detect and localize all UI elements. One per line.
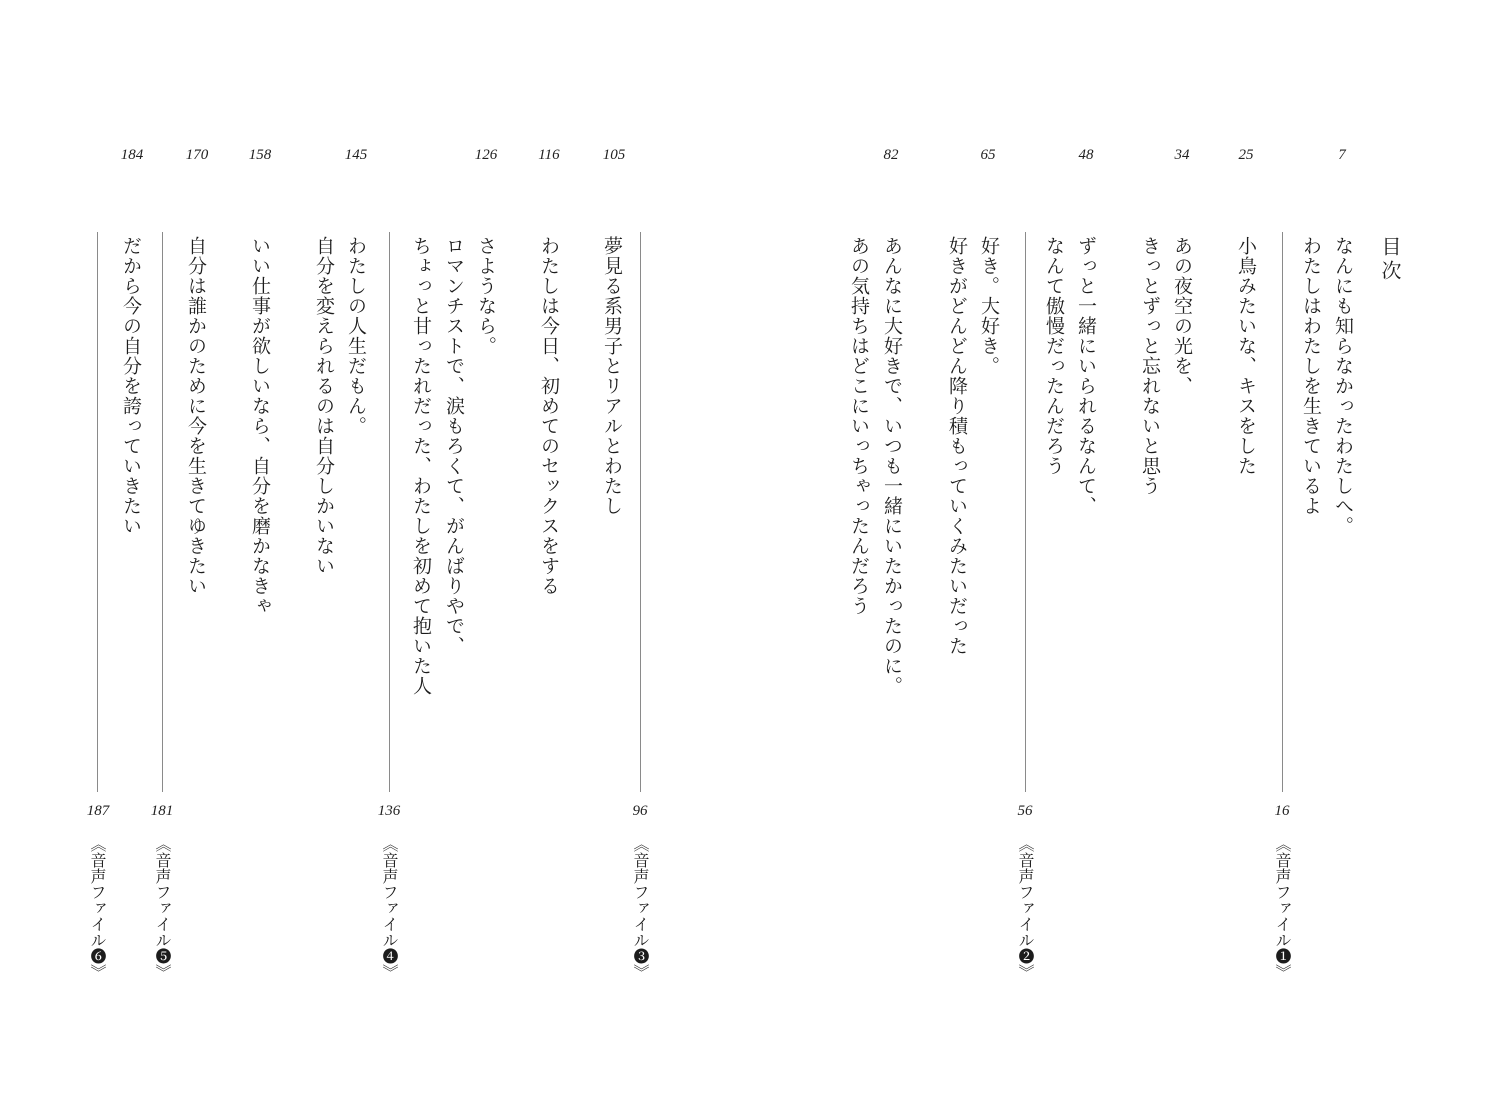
chapter-6-title-line-1[interactable]: あんなに大好きで、いつも一緒にいたかったのに。	[881, 236, 903, 696]
chapter-13-page-number[interactable]: 184	[120, 147, 144, 163]
audio-3-page-number[interactable]: 96	[632, 803, 648, 819]
chapter-6-title-line-2[interactable]: あの気持ちはどこにいっちゃったんだろう	[848, 236, 870, 616]
section-5-rule	[162, 232, 163, 792]
chapter-5-title-line-2[interactable]: 好きがどんどん降り積もっていくみたいだった	[946, 236, 968, 656]
chapter-5-title-line-1[interactable]: 好き。大好き。	[978, 236, 1000, 376]
audio-file-1-label[interactable]: 《音声ファイル❶》	[1273, 836, 1292, 980]
audio-file-2-label[interactable]: 《音声ファイル❷》	[1016, 836, 1035, 980]
chapter-1-page-number[interactable]: 7	[1338, 147, 1346, 163]
chapter-1-title-line-2[interactable]: わたしはわたしを生きているよ	[1300, 236, 1322, 516]
audio-file-3-label[interactable]: 《音声ファイル❸》	[631, 836, 650, 980]
chapter-7-page-number[interactable]: 105	[602, 147, 626, 163]
section-6-rule	[97, 232, 98, 792]
chapter-10-title-line-1[interactable]: わたしの人生だもん。	[345, 236, 367, 436]
audio-1-page-number[interactable]: 16	[1274, 803, 1290, 819]
chapter-4-page-number[interactable]: 48	[1078, 147, 1094, 163]
chapter-10-title-line-2[interactable]: 自分を変えられるのは自分しかいない	[313, 236, 335, 576]
chapter-3-title-line-1[interactable]: あの夜空の光を、	[1171, 236, 1193, 396]
chapter-8-title-line-1[interactable]: わたしは今日、初めてのセックスをする	[538, 236, 560, 596]
section-3-rule	[640, 232, 641, 792]
chapter-13-title-line-1[interactable]: だから今の自分を誇っていきたい	[120, 236, 142, 536]
audio-file-4-label[interactable]: 《音声ファイル❹》	[380, 836, 399, 980]
chapter-12-page-number[interactable]: 170	[185, 147, 209, 163]
chapter-7-title-line-1[interactable]: 夢見る系男子とリアルとわたし	[601, 236, 623, 516]
chapter-9-title-line-1[interactable]: さようなら。	[475, 236, 497, 356]
chapter-6-page-number[interactable]: 82	[883, 147, 899, 163]
audio-6-page-number[interactable]: 187	[86, 803, 110, 819]
chapter-5-page-number[interactable]: 65	[980, 147, 996, 163]
toc-title: 目次	[1378, 236, 1402, 284]
chapter-10-page-number[interactable]: 145	[344, 147, 368, 163]
audio-5-page-number[interactable]: 181	[150, 803, 174, 819]
chapter-3-title-line-2[interactable]: きっとずっと忘れないと思う	[1139, 236, 1161, 496]
chapter-2-page-number[interactable]: 25	[1238, 147, 1254, 163]
audio-4-page-number[interactable]: 136	[377, 803, 401, 819]
chapter-9-title-line-3[interactable]: ちょっと甘ったれだった、わたしを初めて抱いた人	[410, 236, 432, 696]
chapter-11-page-number[interactable]: 158	[248, 147, 272, 163]
chapter-1-title-line-1[interactable]: なんにも知らなかったわたしへ。	[1332, 236, 1354, 536]
chapter-9-page-number[interactable]: 126	[474, 147, 498, 163]
chapter-12-title-line-1[interactable]: 自分は誰かのために今を生きてゆきたい	[185, 236, 207, 596]
audio-file-6-label[interactable]: 《音声ファイル❻》	[88, 836, 107, 980]
chapter-2-title-line-1[interactable]: 小鳥みたいな、キスをした	[1235, 236, 1257, 476]
audio-2-page-number[interactable]: 56	[1017, 803, 1033, 819]
chapter-4-title-line-1[interactable]: ずっと一緒にいられるなんて、	[1075, 236, 1097, 516]
chapter-9-title-line-2[interactable]: ロマンチストで、涙もろくて、がんばりやで、	[443, 236, 465, 656]
section-2-rule	[1025, 232, 1026, 792]
chapter-8-page-number[interactable]: 116	[538, 147, 560, 163]
chapter-4-title-line-2[interactable]: なんて傲慢だったんだろう	[1043, 236, 1065, 476]
chapter-3-page-number[interactable]: 34	[1174, 147, 1190, 163]
audio-file-5-label[interactable]: 《音声ファイル❺》	[153, 836, 172, 980]
section-1-rule	[1282, 232, 1283, 792]
section-4-rule	[389, 232, 390, 792]
chapter-11-title-line-1[interactable]: いい仕事が欲しいなら、自分を磨かなきゃ	[249, 236, 271, 616]
